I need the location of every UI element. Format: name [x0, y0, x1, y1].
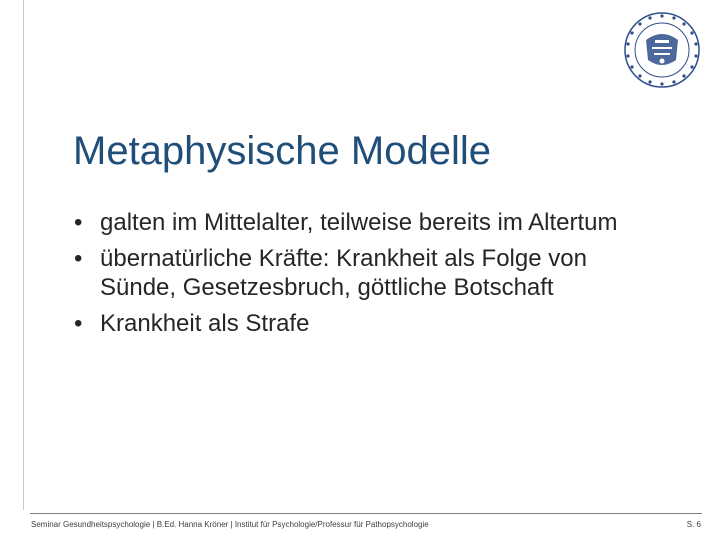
page-number: S. 6: [686, 520, 701, 529]
bullet-item: [74, 208, 634, 237]
bullet-item: [74, 244, 634, 302]
bullet-item: [74, 309, 634, 338]
bullet-text: übernatürliche Kräfte: Krankheit als Folge von Sünde, Gesetzesbruch, göttliche Botschaft: [100, 245, 587, 301]
left-vertical-rule: [23, 0, 24, 510]
slide-title: Metaphysische Modelle: [73, 129, 491, 173]
bullet-text: Krankheit als Strafe: [100, 310, 310, 337]
bullet-list: [74, 208, 634, 345]
bullet-text: galten im Mittelalter, teilweise bereits im Altertum: [100, 209, 618, 236]
bullet-marker: •: [74, 245, 83, 272]
bullet-marker: •: [74, 209, 83, 236]
bullet-marker: •: [74, 310, 83, 337]
footer-text: Seminar Gesundheitspsychologie | B.Ed. Hanna Kröner | Institut für Psychologie/Professur für Pathopsychologie: [31, 520, 429, 529]
footer-divider: [30, 513, 702, 514]
university-seal-logo: [622, 10, 702, 90]
